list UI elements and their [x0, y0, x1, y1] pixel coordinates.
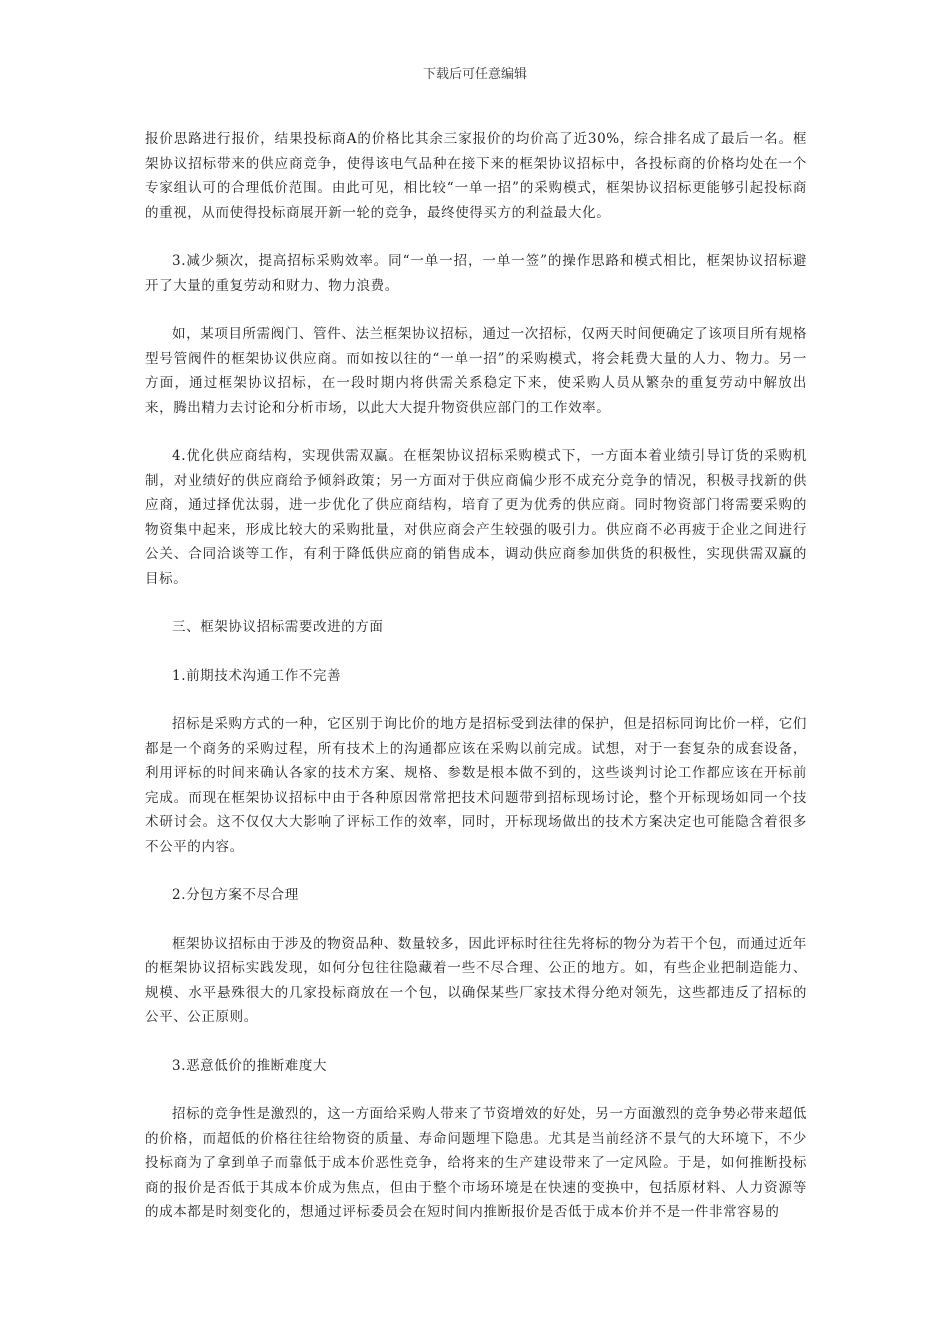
subsection-heading: 2.分包方案不尽合理 — [172, 887, 299, 903]
paragraph: 如，某项目所需阀门、管件、法兰框架协议招标，通过一次招标，仅两天时间便确定了该项目所有规格型号管阀件的框架协议供应商。而如按以往的“一单一招”的采购模式，将会耗费大量的人力、物力。另一方面，通过框架协议招标，在一段时期内将供需关系稳定下来，使采购人员从繁杂的重复劳动中解放出来，腾出精力去讨论和分析市场，以此大大提升物资供应部门的工作效率。 — [145, 326, 807, 416]
paragraph: 框架协议招标由于涉及的物资品种、数量较多，因此评标时往往先将标的物分为若干个包，而通过近年的框架协议招标实践发现，如何分包往往隐藏着一些不尽合理、公正的地方。如，有些企业把制造能力、规模、水平悬殊很大的几家投标商放在一个包，以确保某些厂家技术得分绝对领先，这些都违反了招标的公平、公正原则。 — [145, 935, 807, 1025]
paragraph: 招标是采购方式的一种，它区别于询比价的地方是招标受到法律的保护，但是招标同询比价一样，它们都是一个商务的采购过程，所有技术上的沟通都应该在采购以前完成。试想，对于一套复杂的成套设备，利用评标的时间来确认各家的技术方案、规格、参数是根本做不到的，这些谈判讨论工作都应该在开标前完成。而现在框架协议招标中由于各种原因常常把技术问题带到招标现场讨论，整个开标现场如同一个技术研讨会。这不仅仅大大影响了评标工作的效率，同时，开标现场做出的技术方案决定也可能隐含着很多不公平的内容。 — [145, 716, 807, 855]
paragraph: 4.优化供应商结构，实现供需双赢。在框架协议招标采购模式下，一方面本着业绩引导订货的采购机制，对业绩好的供应商给予倾斜政策；另一方面对于供应商偏少形不成充分竞争的情况，积极寻找新的供应商，通过择优汰弱，进一步优化了供应商结构，培育了更为优秀的供应商。同时物资部门将需要采购的物资集中起来，形成比较大的采购批量，对供应商会产生较强的吸引力。供应商不必再疲于企业之间进行公关、合同洽谈等工作，有利于降低供应商的销售成本，调动供应商参加供货的积极性，实现供需双赢的目标。 — [145, 448, 807, 587]
subsection-heading: 1.前期技术沟通工作不完善 — [172, 667, 342, 684]
section-heading: 三、框架协议招标需要改进的方面 — [172, 619, 384, 635]
page-header: 下载后可任意编辑 — [422, 67, 527, 82]
document-body — [145, 127, 807, 1249]
paragraph: 招标的竞争性是激烈的，这一方面给采购人带来了节资增效的好处，另一方面激烈的竞争势必带来超低的价格，而超低的价格往往给物资的质量、寿命问题埋下隐患。尤其是当前经济不景气的大环境下，不少投标商为了拿到单子而靠低于成本价恶性竞争，给将来的生产建设带来了一定风险。于是，如何推断投标商的报价是否低于其成本价成为焦点，但由于整个市场环境是在快速的变换中，包括原材料、人力资源等的成本都是时刻变化的，想通过评标委员会在短时间内推断报价是否低于成本价并不是一件非常容易的 — [145, 1106, 807, 1220]
paragraph: 3.减少频次，提高招标采购效率。同“一单一招，一单一签”的操作思路和模式相比，框架协议招标避开了大量的重复劳动和财力、物力浪费。 — [145, 253, 807, 294]
paragraph: 报价思路进行报价，结果投标商A的价格比其余三家报价的均价高了近30%，综合排名成了最后一名。框架协议招标带来的供应商竞争，使得该电气品种在接下来的框架协议招标中，各投标商的价格均处在一个专家组认可的合理低价范围。由此可见，相比较“一单一招”的采购模式，框架协议招标更能够引起投标商的重视，从而使得投标商展开新一轮的竞争，最终使得买方的利益最大化。 — [145, 131, 807, 221]
subsection-heading: 3.恶意低价的推断难度大 — [172, 1057, 328, 1074]
